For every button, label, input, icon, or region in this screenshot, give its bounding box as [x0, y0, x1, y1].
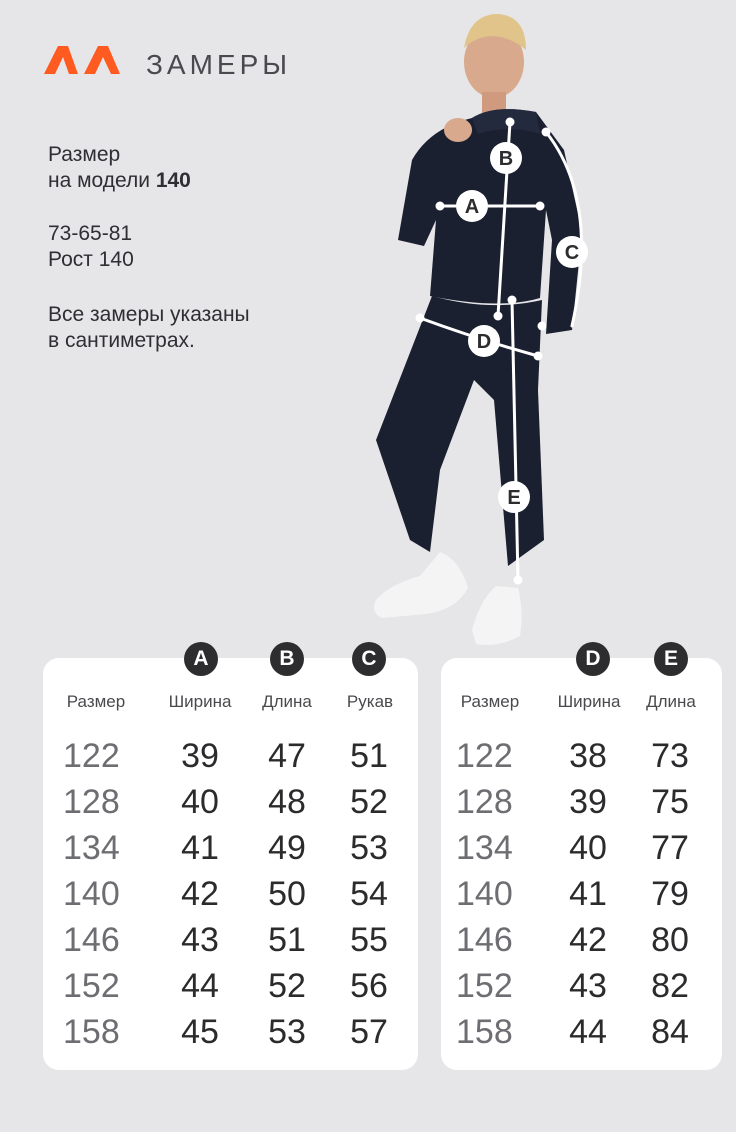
- table-row: [441, 779, 722, 825]
- value-cell: 44: [181, 967, 219, 1005]
- table-row: [43, 963, 418, 1009]
- badge-d: D: [576, 642, 610, 676]
- model-size-line: [48, 168, 191, 194]
- value-cell: 40: [181, 783, 219, 821]
- size-cell: 152: [456, 967, 513, 1005]
- value-cell: 38: [569, 737, 607, 775]
- marker-d: [468, 325, 500, 357]
- size-cell: 140: [456, 875, 513, 913]
- model-figure: [360, 0, 620, 650]
- value-cell: 55: [350, 921, 388, 959]
- size-cell: 122: [63, 737, 120, 775]
- model-size-prefix: на модели: [48, 169, 156, 192]
- value-cell: 51: [350, 737, 388, 775]
- marker-c: [556, 236, 588, 268]
- table-row: [43, 825, 418, 871]
- size-cell: 128: [63, 783, 120, 821]
- value-cell: 77: [651, 829, 689, 867]
- size-table-top: [43, 658, 418, 1070]
- value-cell: 41: [569, 875, 607, 913]
- value-cell: 73: [651, 737, 689, 775]
- table-row: [441, 733, 722, 779]
- value-cell: 42: [569, 921, 607, 959]
- size-cell: 158: [456, 1013, 513, 1051]
- value-cell: 82: [651, 967, 689, 1005]
- model-size-info: [48, 142, 191, 194]
- value-cell: 49: [268, 829, 306, 867]
- marker-b: [490, 142, 522, 174]
- page-title: ЗАМЕРЫ: [146, 49, 292, 80]
- value-cell: 39: [181, 737, 219, 775]
- table-row: [43, 871, 418, 917]
- value-cell: 79: [651, 875, 689, 913]
- badge-c: C: [352, 642, 386, 676]
- value-cell: 44: [569, 1013, 607, 1051]
- size-cell: 134: [456, 829, 513, 867]
- size-cell: 134: [63, 829, 120, 867]
- table-row: [441, 825, 722, 871]
- table-row: [441, 963, 722, 1009]
- marker-e: [498, 481, 530, 513]
- value-cell: 80: [651, 921, 689, 959]
- model-pants: [376, 296, 544, 566]
- size-cell: 122: [456, 737, 513, 775]
- value-cell: 40: [569, 829, 607, 867]
- svg-text:A: A: [464, 196, 480, 218]
- badge-e: E: [654, 642, 688, 676]
- value-cell: 52: [350, 783, 388, 821]
- header-width-right: Ширина: [557, 692, 621, 711]
- header-length: Длина: [262, 692, 312, 711]
- value-cell: 39: [569, 783, 607, 821]
- value-cell: 56: [350, 967, 388, 1005]
- marker-a: [456, 190, 488, 222]
- table-row: [441, 1009, 722, 1055]
- table-row: [43, 733, 418, 779]
- size-cell: 158: [63, 1013, 120, 1051]
- table-row: [441, 871, 722, 917]
- svg-text:E: E: [507, 487, 521, 509]
- value-cell: 84: [651, 1013, 689, 1051]
- header-size: Размер: [66, 692, 126, 711]
- model-left-shoe: [374, 552, 468, 618]
- svg-text:B: B: [498, 148, 514, 170]
- table-row: [43, 1009, 418, 1055]
- header-width: Ширина: [168, 692, 232, 711]
- size-cell: 140: [63, 875, 120, 913]
- model-size-label: Размер: [48, 143, 121, 166]
- value-cell: 75: [651, 783, 689, 821]
- value-cell: 48: [268, 783, 306, 821]
- value-cell: 45: [181, 1013, 219, 1051]
- value-cell: 54: [350, 875, 388, 913]
- badge-a: A: [184, 642, 218, 676]
- size-cell: 146: [63, 921, 120, 959]
- value-cell: 47: [268, 737, 306, 775]
- svg-text:C: C: [564, 242, 580, 264]
- value-cell: 41: [181, 829, 219, 867]
- value-cell: 52: [268, 967, 306, 1005]
- size-cell: 152: [63, 967, 120, 1005]
- badge-b: B: [270, 642, 304, 676]
- table-row: [43, 917, 418, 963]
- value-cell: 50: [268, 875, 306, 913]
- header-sleeve: Рукав: [346, 692, 394, 711]
- header-length-right: Длина: [646, 692, 696, 711]
- svg-text:D: D: [476, 331, 492, 353]
- value-cell: 53: [268, 1013, 306, 1051]
- model-height: Рост 140: [48, 248, 134, 271]
- units-note: [48, 302, 250, 354]
- size-table-bottom: [441, 658, 722, 1070]
- value-cell: 42: [181, 875, 219, 913]
- units-note-line1: Все замеры указаны: [48, 303, 250, 326]
- size-cell: 128: [456, 783, 513, 821]
- value-cell: 43: [569, 967, 607, 1005]
- brand-logo: [44, 46, 120, 74]
- model-right-shoe: [472, 586, 522, 645]
- table-row: [441, 917, 722, 963]
- units-note-line2: в сантиметрах.: [48, 329, 195, 352]
- model-params: [48, 221, 134, 273]
- model-size-value: 140: [155, 169, 191, 192]
- header-size-right: Размер: [460, 692, 520, 711]
- value-cell: 57: [350, 1013, 388, 1051]
- model-measurements: 73-65-81: [48, 222, 133, 245]
- value-cell: 53: [350, 829, 388, 867]
- table-row: [43, 779, 418, 825]
- size-cell: 146: [456, 921, 513, 959]
- value-cell: 51: [268, 921, 306, 959]
- value-cell: 43: [181, 921, 219, 959]
